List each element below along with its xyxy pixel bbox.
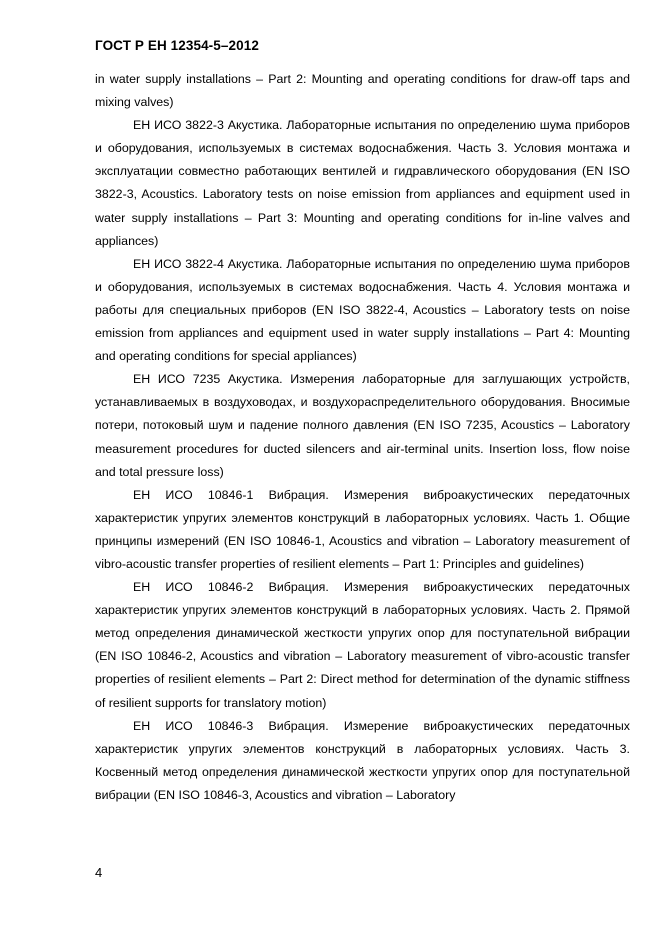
paragraph-en-iso-10846-2: ЕН ИСО 10846-2 Вибрация. Измерения виброакустических передаточных характеристик упругих элементов конструкций в лабораторных условиях. Часть 2. Прямой метод определения динамической жесткости упругих опор для поступательной вибрации (EN ISO 10846-2, Acoustics and vibration – Laboratory measurement of vibro-acoustic transfer properties of resilient elements – Part 2: Direct method for determination of the dynamic stiffness of resilient supports for translatory motion): [95, 580, 630, 710]
paragraph-en-iso-3822-3: ЕН ИСО 3822-3 Акустика. Лабораторные испытания по определению шума приборов и оборудования, используемых в системах водоснабжения. Часть 3. Условия монтажа и эксплуатации совместно работающих вентилей и гидравлического оборудования (EN ISO 3822-3, Acoustics. Laboratory tests on noise emission from appliances and equipment used in water supply installations – Part 3: Mounting and operating conditions for in-line valves and appliances): [95, 118, 630, 248]
page-number: 4: [95, 865, 103, 880]
paragraph-continuation: in water supply installations – Part 2: Mounting and operating conditions for draw-off taps and mixing valves): [95, 72, 630, 110]
paragraph-en-iso-10846-3: ЕН ИСО 10846-3 Вибрация. Измерение виброакустических передаточных характеристик упругих элементов конструкций в лабораторных условиях. Часть 3. Косвенный метод определения динамической жесткости упругих опор для поступательной вибрации (EN ISO 10846-3, Acoustics and vibration – Laboratory: [95, 718, 630, 802]
paragraph-en-iso-10846-1: ЕН ИСО 10846-1 Вибрация. Измерения виброакустических передаточных характеристик упругих элементов конструкций в лабораторных условиях. Часть 1. Общие принципы измерений (EN ISO 10846-1, Acoustics and vibration – Laboratory measurement of vibro-acoustic transfer properties of resilient elements – Part 1: Principles and guidelines): [95, 487, 630, 571]
document-header: ГОСТ Р ЕН 12354-5–2012: [95, 38, 259, 53]
paragraph-en-iso-3822-4: ЕН ИСО 3822-4 Акустика. Лабораторные испытания по определению шума приборов и оборудования, используемых в системах водоснабжения. Часть 4. Условия монтажа и работы для специальных приборов (EN ISO 3822-4, Acoustics – Laboratory tests on noise emission from appliances and equipment used in water supply installations – Part 4: Mounting and operating conditions for special appliances): [95, 256, 630, 364]
paragraph-en-iso-7235: ЕН ИСО 7235 Акустика. Измерения лабораторные для заглушающих устройств, устанавливаемых в воздуховодах, и воздухораспределительного оборудования. Вносимые потери, потоковый шум и падение полного давления (EN ISO 7235, Acoustics – Laboratory measurement procedures for ducted silencers and air-terminal units. Insertion loss, flow noise and total pressure loss): [95, 372, 630, 479]
document-body: [95, 68, 630, 807]
